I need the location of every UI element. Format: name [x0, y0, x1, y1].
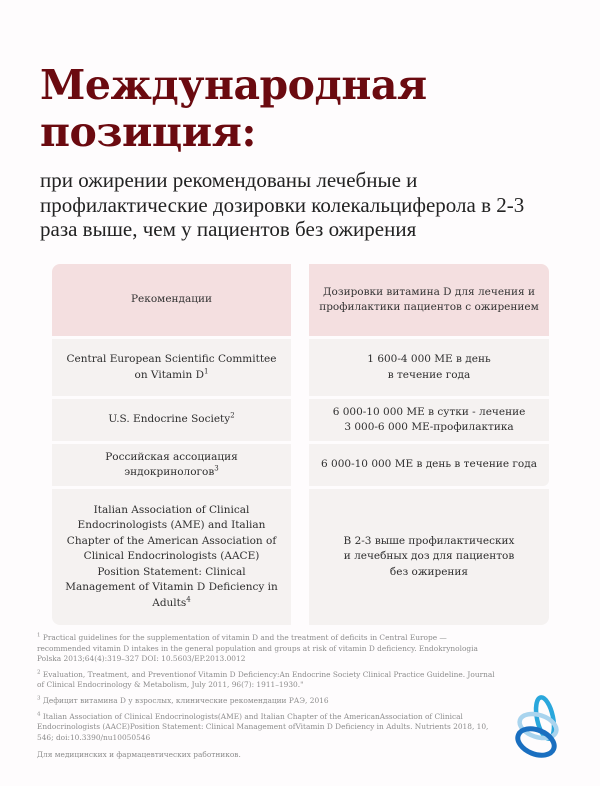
footnote-ref: 1: [204, 367, 209, 375]
column-header-recommendations: Рекомендации: [52, 264, 291, 336]
dosage-cell: 6 000-10 000 МЕ в сутки - лечение 3 000-6 000 МЕ-профилактика: [309, 399, 549, 441]
footnote-ref: 4: [186, 595, 191, 604]
table-header-row: [52, 264, 549, 336]
column-header-dosage: Дозировки витамина D для лечения и профилактики пациентов с ожирением: [309, 264, 549, 336]
footnote-ref: 2: [230, 411, 235, 420]
recommendations-table: [52, 264, 549, 625]
audience-note: Для медицинских и фармацевтических работников.: [37, 750, 241, 760]
page-title: [40, 62, 427, 156]
dosage-cell: 6 000-10 000 МЕ в день в течение года: [309, 444, 549, 486]
dosage-cell: В 2-3 выше профилактических и лечебных доз для пациентов без ожирения: [309, 489, 549, 625]
recommendation-cell: Italian Association of Clinical Endocrinologists (AME) and Italian Chapter of the American Association of Clinical Endocrinologists (AACE) Position Statement: Clinical Management of Vitamin D Deficiency in Adults$^4$: [52, 489, 291, 625]
footnote-1: $^1$ Practical guidelines for the supplementation of vitamin D and the treatment of deficits in Central Europe — recommended vitamin D intakes in the general population and groups at risk of vitamin D deficiency. Endokrynologia Polska 2013;64(4):319–327 DOI: 10.5603/EP.2013.0012: [37, 632, 478, 664]
footnote-ref: 3: [214, 464, 219, 473]
recommendation-cell: U.S. Endocrine Society$^2$: [52, 399, 291, 441]
title-line-2: позиция:: [40, 108, 257, 156]
interlocking-rings-logo-icon: [512, 694, 568, 758]
page-subtitle: при ожирении рекомендованы лечебные и профилактические дозировки колекальциферола в 2-3 раза выше, чем у пациентов без ожирения: [40, 168, 525, 241]
dosage-cell: 1 600-4 000 МЕ в день в течение года: [309, 339, 549, 396]
recommendation-cell: Российская ассоциация эндокринологов$^3$: [52, 444, 291, 486]
table-row: [52, 399, 549, 441]
footnote-2: $^2$ Evaluation, Treatment, and Preventionof Vitamin D Deficiency:An Endocrine Society Clinical Practice Guideline. Journal of Clinical Endocrinology & Metabolism, July 2011, 96(7): 1911–1930.": [37, 669, 495, 690]
table-row: [52, 444, 549, 486]
table-row: [52, 489, 549, 625]
table-row: [52, 339, 549, 396]
recommendation-cell: Central European Scientific Committee on Vitamin $D^1$: [52, 339, 291, 396]
footnotes: [37, 633, 497, 766]
footnote-4: $^4$ Italian Association of Clinical Endocrinologists(AME) and Italian Chapter of the AmericanAssociation of Clinical Endocrinologists (AACE)Position Statement: Clinical Management ofVitamin D Deficiency in Adults. Nutrients 2018, 10, 546; doi:10.3390/nu10050546: [37, 711, 489, 742]
title-line-1: Международная: [40, 61, 427, 109]
footnote-3: $^3$ Дефицит витамина D у взрослых, клинические рекомендации РАЭ, 2016: [37, 695, 329, 705]
